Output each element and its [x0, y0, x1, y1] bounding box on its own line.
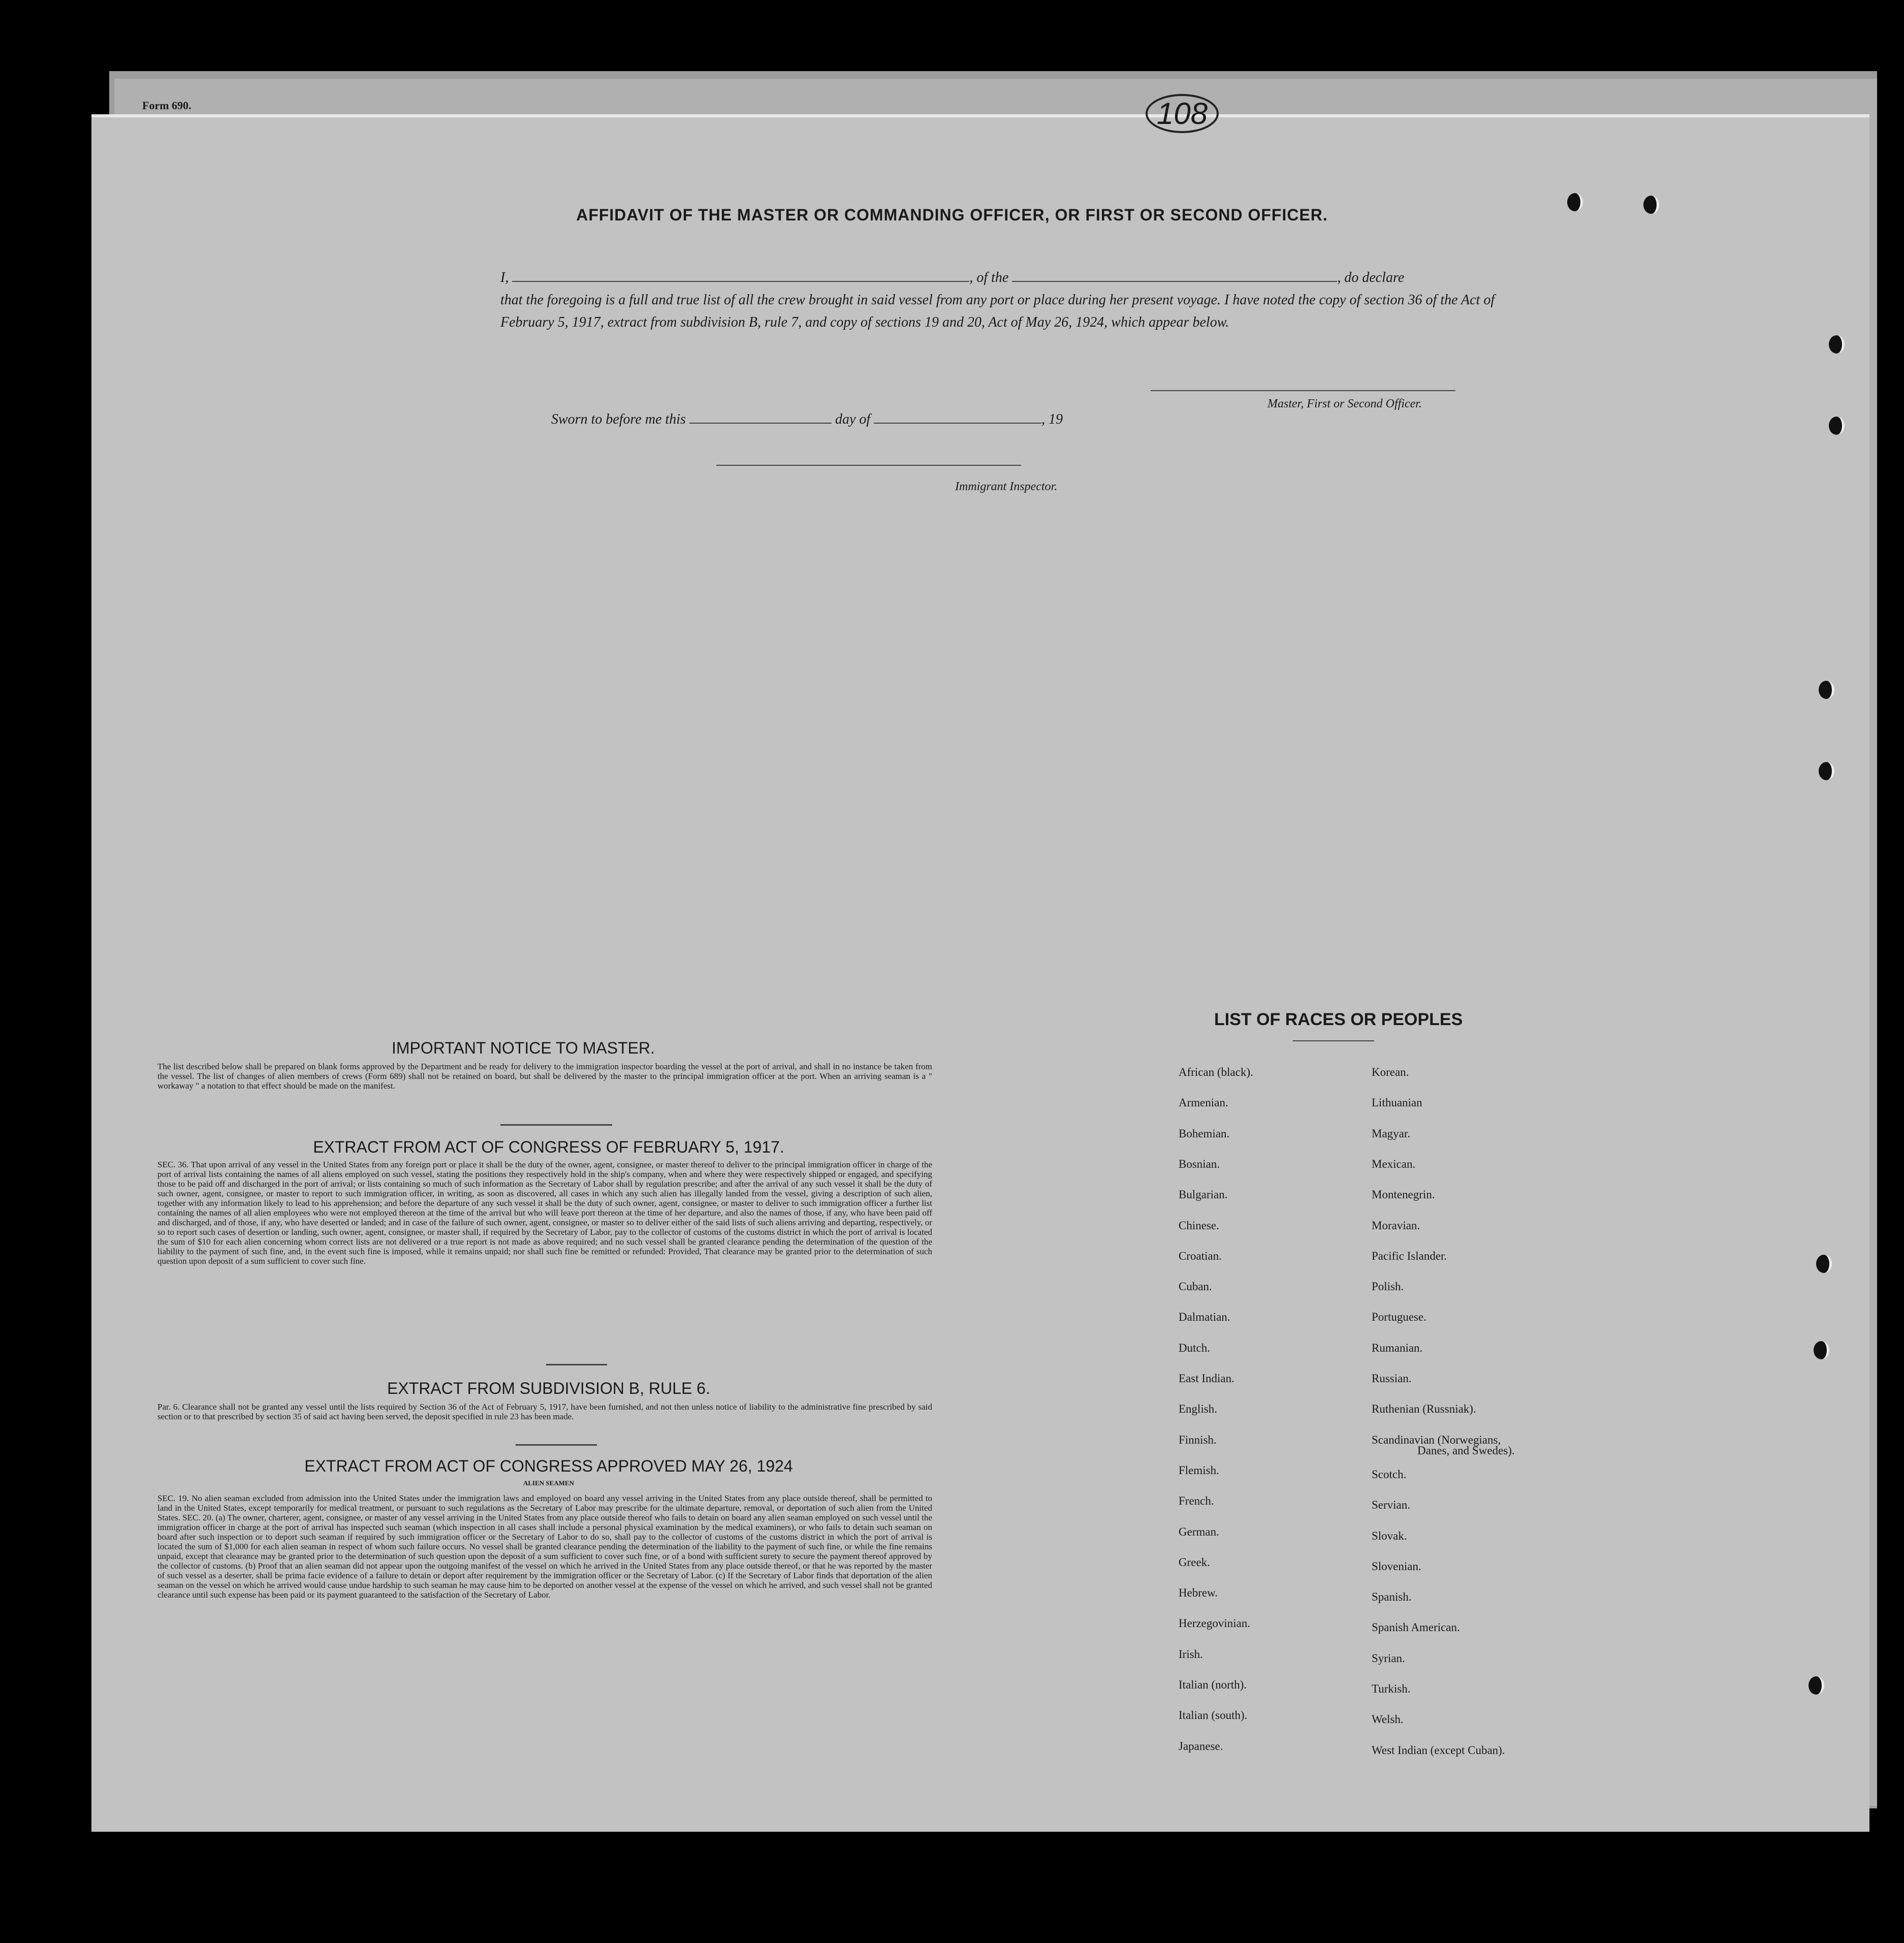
- race-item: Herzegovinian.: [1179, 1617, 1251, 1630]
- month-blank: [874, 411, 1041, 424]
- signature-line: [1151, 390, 1455, 391]
- punch-hole: [1814, 1341, 1829, 1359]
- rule6-text: Par. 6. Clearance shall not be granted any vessel until the lists required by Section 36 of the Act of February 5, 1917, have been furnished, and not then unless notice of liability to the administrative fine prescribed by said section or to that prescribed by section 35 of said act having been served, the deposit specified in rule 23 has been made.: [157, 1402, 932, 1421]
- pencil-page-number: 108: [1146, 94, 1219, 133]
- race-item: Irish.: [1179, 1647, 1203, 1661]
- of-the-label: , of the: [969, 270, 1009, 285]
- race-item: Croatian.: [1179, 1249, 1222, 1262]
- race-item: Armenian.: [1179, 1096, 1228, 1109]
- race-item: English.: [1179, 1403, 1218, 1416]
- punch-hole: [1829, 335, 1845, 354]
- race-item: Finnish.: [1179, 1433, 1217, 1446]
- race-item: Mexican.: [1372, 1157, 1416, 1170]
- alien-seamen-subtitle: ALIEN SEAMEN: [523, 1479, 575, 1487]
- race-item: West Indian (except Cuban).: [1372, 1743, 1505, 1757]
- race-item: Bosnian.: [1179, 1157, 1220, 1170]
- race-item: Magyar.: [1372, 1127, 1411, 1140]
- i-label: I,: [500, 270, 509, 285]
- inspector-label: Immigrant Inspector.: [955, 480, 1058, 493]
- race-item: Chinese.: [1179, 1219, 1219, 1232]
- race-item: Moravian.: [1372, 1219, 1420, 1232]
- form-label: Form 690.: [142, 99, 192, 112]
- punch-hole: [1808, 1676, 1824, 1695]
- notice-title: IMPORTANT NOTICE TO MASTER.: [392, 1039, 655, 1057]
- race-item: Bulgarian.: [1179, 1188, 1228, 1201]
- race-item: Scandinavian (Norwegians,: [1372, 1433, 1501, 1446]
- race-item: Rumanian.: [1372, 1341, 1423, 1354]
- race-item: French.: [1179, 1494, 1214, 1508]
- punch-hole: [1829, 417, 1845, 435]
- affidavit-declaration: [500, 267, 1496, 334]
- race-item: Dutch.: [1179, 1341, 1210, 1354]
- divider: [500, 1124, 612, 1126]
- race-item: Lithuanian: [1372, 1096, 1422, 1109]
- race-item: Italian (south).: [1179, 1709, 1248, 1722]
- punch-hole: [1816, 1255, 1832, 1273]
- notice-text: The list described below shall be prepared on blank forms approved by the Department and be ready for delivery to the immigration inspector boarding the vessel at the port of arrival, and shall in no instance be taken from the vessel. The list of changes of alien members of crews (Form 689) shall not be retained on board, but shall be delivered by the master to the principal immigration officer at the port. When an arriving seaman is a " workaway " a notation to that effect should be made on the manifest.: [157, 1062, 932, 1091]
- race-item: Spanish.: [1372, 1590, 1412, 1604]
- race-item: Ruthenian (Russniak).: [1372, 1403, 1476, 1416]
- do-declare-label: , do declare: [1337, 270, 1405, 285]
- race-item: Spanish American.: [1372, 1621, 1460, 1634]
- extract-1917-title: EXTRACT FROM ACT OF CONGRESS OF FEBRUARY 5, 1917.: [313, 1138, 784, 1156]
- rule6-title: EXTRACT FROM SUBDIVISION B, RULE 6.: [387, 1379, 710, 1397]
- race-item: Bohemian.: [1179, 1127, 1230, 1140]
- race-item: Dalmatian.: [1179, 1311, 1230, 1324]
- sworn-line: [551, 411, 1063, 428]
- race-item: Servian.: [1372, 1499, 1411, 1512]
- year-label: , 19: [1041, 411, 1063, 427]
- race-item: Russian.: [1372, 1372, 1412, 1385]
- race-item: Montenegrin.: [1372, 1188, 1435, 1201]
- race-item: Pacific Islander.: [1372, 1249, 1447, 1262]
- extract-1924-text: SEC. 19. No alien seaman excluded from admission into the United States under the immigration laws and employed on board any vessel arriving in the United States from any place outside thereof, shall be permitted to land in the United States, except temporarily for medical treatment, or pursuant to such regulations as the Secretary of Labor may prescribe for the ultimate departure, removal, or deportation of such alien from the United States. SEC. 20. (a) The owner, charterer, agent, consignee, or master of any vessel arriving in the United States from any place outside thereof who fails to detain on board any alien seaman employed on such vessel until the immigration officer in charge at the port of arrival has inspected such seaman (which inspection in all cases shall include a personal physical examination by the medical examiners), or who fails to detain such seaman on board after such inspection or to deport such seaman if required by such immigration officer or the Secretary of Labor to do so, shall pay to the collector of customs of the customs district in which the port of arrival is located the sum of $1,000 for each alien seaman in respect of whom such failure occurs. No vessel shall be granted clearance pending the determination of the liability to the payment of such fine, or while the fine remains unpaid, except that clearance may be granted prior to the determination of such question upon the deposit of a sum sufficient to cover such fine, or of a bond with sufficient surety to secure the payment thereof approved by the collector of customs. (b) Proof that an alien seaman did not appear upon the outgoing manifest of the vessel on which he arrived in the United States from any place outside thereof, or that he was reported by the master of such vessel as a deserter, shall be prima facie evidence of a failure to detain or deport after requirement by the immigration officer or the Secretary of Labor. (c) If the Secretary of Labor finds that deportation of the alien seaman on the vessel on which he arrived would cause undue hardship to such seaman he may cause him to be deported on another vessel at the expense of the vessel on which he arrived, and such vessel shall not be granted clearance until such expense has been paid or its payment guaranteed to the satisfaction of the Secretary of Labor.: [157, 1493, 932, 1600]
- extract-1924-title: EXTRACT FROM ACT OF CONGRESS APPROVED MAY 26, 1924: [304, 1457, 793, 1475]
- day-blank: [689, 411, 832, 424]
- race-item: Portuguese.: [1372, 1311, 1426, 1324]
- race-item: Italian (north).: [1179, 1678, 1247, 1691]
- race-item: Slovenian.: [1372, 1559, 1421, 1573]
- race-continuation: Danes, and Swedes).: [1417, 1444, 1515, 1457]
- race-item: Hebrew.: [1179, 1586, 1218, 1600]
- race-item: Cuban.: [1179, 1280, 1212, 1293]
- race-item: Korean.: [1372, 1066, 1409, 1078]
- name-blank: [512, 270, 969, 282]
- race-item: Polish.: [1372, 1280, 1404, 1293]
- race-item: Slovak.: [1372, 1529, 1407, 1542]
- affidavit-body: that the foregoing is a full and true list of all the crew brought in said vessel from any port or place during her present voyage. I have noted the copy of section 36 of the Act of February 5, 1917, extract from subdivision B, rule 7, and copy of sections 19 and 20, Act of May 26, 1924, which appear below.: [500, 292, 1495, 330]
- divider: [546, 1364, 607, 1365]
- race-item: Scotch.: [1372, 1468, 1407, 1481]
- day-of-label: day of: [835, 411, 871, 427]
- race-item: German.: [1179, 1525, 1219, 1538]
- race-item: Syrian.: [1372, 1651, 1405, 1665]
- race-item: Flemish.: [1179, 1463, 1219, 1477]
- declaration-line: [500, 267, 1496, 289]
- race-item: Turkish.: [1372, 1682, 1411, 1695]
- punch-hole: [1819, 681, 1834, 699]
- divider: [1293, 1040, 1374, 1041]
- race-item: Greek.: [1179, 1555, 1210, 1569]
- race-item: Japanese.: [1179, 1739, 1223, 1753]
- vessel-blank: [1012, 270, 1337, 282]
- punch-hole: [1819, 762, 1834, 780]
- race-item: East Indian.: [1179, 1372, 1234, 1385]
- inspector-line: [716, 465, 1021, 466]
- race-item: Welsh.: [1372, 1713, 1404, 1726]
- divider: [516, 1444, 597, 1446]
- affidavit-title: AFFIDAVIT OF THE MASTER OR COMMANDING OFFICER, OR FIRST OR SECOND OFFICER.: [576, 206, 1328, 224]
- extract-1917-text: SEC. 36. That upon arrival of any vessel in the United States from any foreign port or place it shall be the duty of the owner, agent, consignee, or master thereof to deliver to the principal immigration officer in charge of the port of arrival lists containing the names of all aliens employed on such vessel, stating the positions they respectively hold in the ship's company, when and where they were respectively shipped or engaged, and specifying those to be paid off and discharged in the port of arrival; or lists containing so much of such information as the Secretary of Labor shall by regulation prescribe; and after the arrival of any such vessel it shall be the duty of such owner, agent, consignee, or master to report to such immigration officer, in writing, as soon as discovered, all cases in which any such alien has illegally landed from the vessel, giving a description of such alien, together with any information likely to lead to his apprehension; and before the departure of any such vessel it shall be the duty of such owner, agent, consignee, or master to deliver to such immigration officer a further list containing the names of all alien employees who were not employed thereon at the time of the arrival but who will leave port thereon at the time of her departure, and also the names of those, if any, who have been paid off and discharged, and of those, if any, who have deserted or landed; and in case of the failure of such owner, agent, consignee, or master so to deliver either of the said lists of such aliens arriving and departing, respectively, or so to report such cases of desertion or landing, such owner, agent, consignee, or master shall, if required by the Secretary of Labor, pay to the collector of customs of the customs district in which the port of arrival is located the sum of $10 for each alien concerning whom correct lists are not delivered or a true report is not made as above required; and no such vessel shall be granted clearance pending the determination of the question of the liability to the payment of such fine, and, in the event such fine is imposed, while it remains unpaid; nor shall such fine be remitted or refunded: Provided, That clearance may be granted prior to the determination of such question upon deposit of a sum sufficient to cover such fine.: [157, 1160, 932, 1266]
- signature-label: Master, First or Second Officer.: [1267, 397, 1422, 410]
- sworn-prefix: Sworn to before me this: [551, 411, 686, 427]
- race-item: African (black).: [1179, 1066, 1253, 1078]
- races-title: LIST OF RACES OR PEOPLES: [1214, 1010, 1463, 1029]
